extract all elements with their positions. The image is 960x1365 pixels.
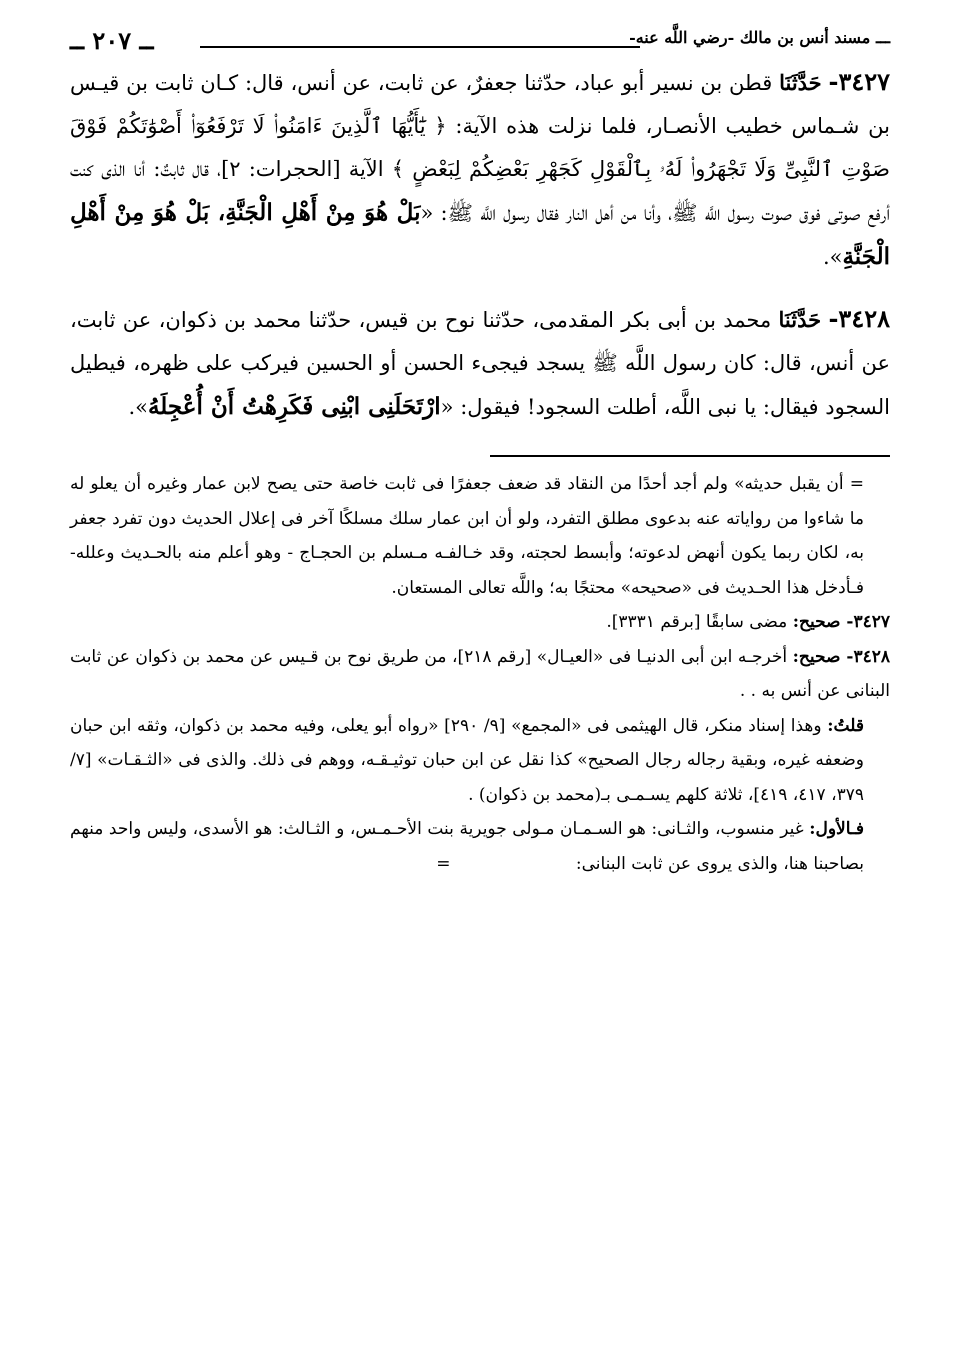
hadith-number: ٣٤٢٧- (828, 67, 890, 96)
hadith-quote: ارْتَحَلَنِى ابْنِى فَكَرِهْتُ أَنْ أُعْجِلَهُ (147, 393, 441, 420)
main-text (70, 60, 890, 429)
hadith-close: ». (822, 245, 843, 269)
page (70, 20, 890, 881)
continuation-marker: = (436, 853, 451, 874)
footnote-qultu (70, 709, 890, 813)
header-rule (200, 46, 640, 48)
header-title: ـــ مسند أنس بن مالك -رضي اللَّه عنه- (621, 28, 890, 47)
footnote-label: ٣٤٢٨- صحيح: (792, 646, 890, 667)
footnote-continuation: = أن يقبل حديثه» ولم أجد أحدًا من النقاد قد ضعف جعفرًا فى ثابت خاصة حتى يصح لابن عمار وغيره أن يعلو له ما شاءوا من رواياته عنه بدعوى مطلق التفرد، ولو أن ابن عمار سلك مسلكًا آخر فى إعلال الحديث دون تفرد جعفر به، لكان ربما يكون أنهض لدعوته؛ وأبسط لحجته، وقد خـالفـه مـسلم بن الحجـاج - وهو أعلم منه بالحـديث وعلله- فـأدخل هذا الحـديث فى «صحيحه» محتجًا به؛ واللَّه تعالى المستعان. (70, 474, 864, 598)
footnote-label: قلتُ: (827, 715, 865, 736)
hadith-lead: حَدَّثَنَا (779, 70, 822, 95)
footnote-text: مضى سابقًا [برقم ٣٣٣١]. (606, 612, 788, 632)
hadith-lead: حَدَّثَنَا (778, 307, 822, 332)
page-number: ــ ٢٠٧ ــ (70, 26, 154, 55)
footnote-awwal (70, 812, 890, 881)
footnote-text: أخرجـه ابن أبى الدنيـا فى «العيـال» [رقم ٢١٨]، من طريق نوح بن قـيس عن محمد بن ذكوان عن ثابت البنانى عن أنس به . . (70, 646, 890, 701)
hadith-3428 (70, 297, 890, 429)
footnote-label: فـالأول: (809, 819, 865, 839)
hadith-quote: بَلْ هُوَ مِنْ أَهْلِ الْجَنَّةِ، بَلْ هُوَ مِنْ أَهْلِ الْجَنَّةِ (70, 199, 890, 270)
hadith-number: ٣٤٢٨- (828, 304, 890, 333)
hadith-body: قطن بن نسير أبو عباد، حدّثنا جعفرٌ، عن ثابت، عن أنس، قال: كـان ثابت بن قيـس بن شـماس خطيب الأنصـار، فلما نزلت هذه الآية: ﴿ يَٰٓأَيُّهَا ٱلَّذِينَ ءَامَنُوا۟ لَا تَرْفَعُوٓا۟ أَصْوَٰتَكُمْ فَوْقَ صَوْتِ ٱلنَّبِىِّ وَلَا تَجْهَرُوا۟ لَهُۥ بِٱلْقَوْلِ كَجَهْرِ بَعْضِكُمْ لِبَعْضٍ ﴾ الآية [الحجرات: ٢]، قال ثابتٌ: أنا الذى كنت أرفع صوتى فوق صوت رسول اللَّه ﷺ، وأنا من أهل النار فقال رسول اللَّه ﷺ: « (70, 71, 890, 225)
hadith-close: ». (128, 395, 148, 419)
footnote-text: غير منسوب، والثـانى: هو السـمـان مـولى جويرية بنت الأحـمـس، و الثـالث: هو الأسدى، وليس واحد منهم بصاحبنا هنا، والذى يروى عن ثابت البنانى: (70, 819, 864, 874)
footnote-separator (490, 455, 890, 457)
footnotes (70, 467, 890, 881)
footnote-label: ٣٤٢٧- صحيح: (792, 612, 890, 632)
hadith-body: محمد بن أبى بكر المقدمى، حدّثنا نوح بن قيس، حدّثنا محمد بن ذكوان، عن ثابت، عن أنس، قال: كان رسول اللَّه ﷺ يسجد فيجىء الحسن أو الحسين فيركب على ظهره، فيطيل السجود فيقال: يا نبى اللَّه، أطلت السجود! فيقول: « (70, 308, 890, 419)
hadith-3427 (70, 60, 890, 279)
running-header (70, 20, 890, 60)
footnote-3427 (70, 605, 890, 640)
footnote-3428 (70, 640, 890, 709)
footnote-text: وهذا إسناد منكر، قال الهيثمى فى «المجمع» [٩/ ٢٩٠] «رواه أبو يعلى، وفيه محمد بن ذكوان، وثقه ابن حبان وضعفه غيره، وبقية رجاله رجال الصحيح» كذا نقل عن ابن حبان توثيـقـه، ووهم فى ذلك. والذى فى «الثـقـات» [٧/ ٣٧٩، ٤١٧، ٤١٩]، ثلاثة كلهم يسـمـى بـ(محمد بن ذكوان) . (70, 715, 864, 805)
